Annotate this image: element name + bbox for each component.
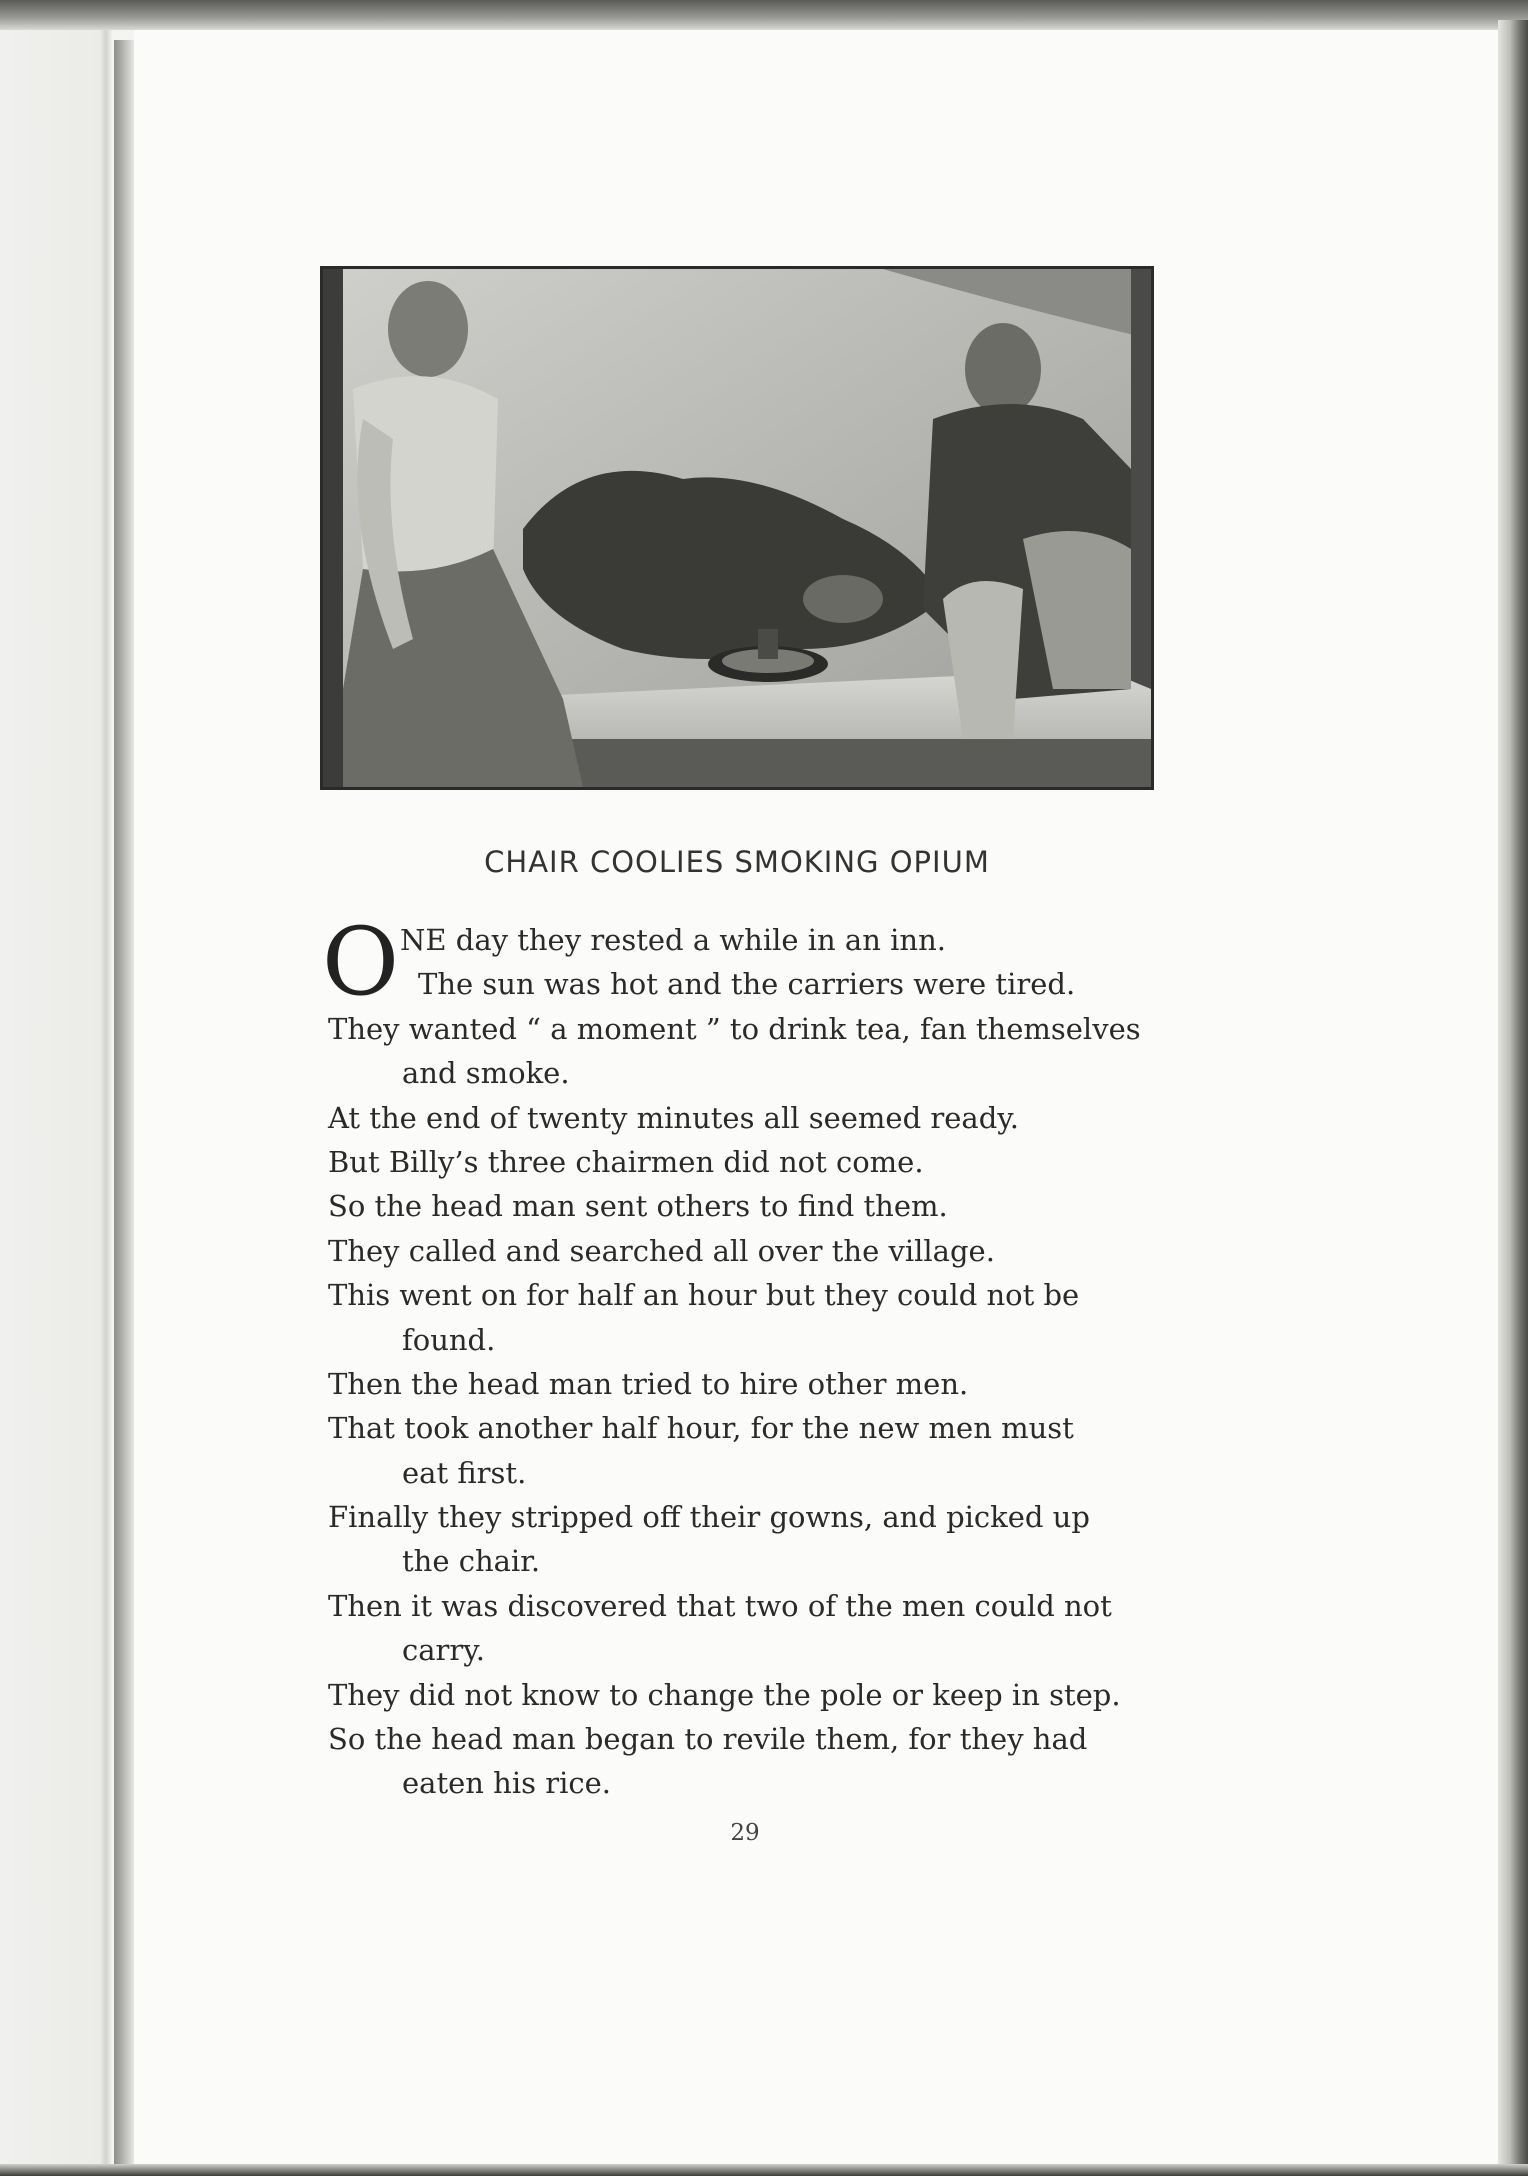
text-line: They did not know to change the pole or keep in step. bbox=[328, 1677, 1121, 1712]
text-line: They called and searched all over the village. bbox=[328, 1233, 995, 1268]
text-line: But Billy’s three chairmen did not come. bbox=[328, 1144, 924, 1179]
text-line: Then it was discovered that two of the men could not bbox=[328, 1588, 1112, 1623]
right-man-head bbox=[965, 323, 1041, 415]
text-line: Finally they stripped off their gowns, and picked up bbox=[328, 1500, 1090, 1535]
text-line: and smoke. bbox=[402, 1056, 570, 1091]
opium-lamp bbox=[758, 629, 778, 659]
text-line: carry. bbox=[402, 1633, 486, 1668]
text-line: At the end of twenty minutes all seemed ready. bbox=[328, 1100, 1020, 1135]
text-line: So the head man sent others to find them. bbox=[328, 1189, 948, 1224]
opium-photograph bbox=[320, 266, 1154, 790]
scan-top-edge bbox=[0, 0, 1528, 30]
book-gutter bbox=[114, 40, 134, 2176]
text-line: the chair. bbox=[402, 1544, 541, 1579]
text-line: eat first. bbox=[402, 1455, 527, 1490]
text-line: The sun was hot and the carriers were tired. bbox=[418, 967, 1076, 1002]
text-line: NE day they rested a while in an inn. bbox=[400, 923, 946, 957]
book-right-edge bbox=[1498, 20, 1528, 2176]
text-line: That took another half hour, for the new men must bbox=[328, 1411, 1074, 1446]
text-line: So the head man began to revile them, for they had bbox=[328, 1722, 1088, 1757]
drop-cap: O bbox=[322, 908, 400, 1017]
text-line: found. bbox=[402, 1322, 496, 1357]
text-line: Then the head man tried to hire other men. bbox=[328, 1366, 969, 1401]
page-number: 29 bbox=[730, 1820, 760, 1846]
poem-body bbox=[328, 918, 1174, 1806]
left-man-head bbox=[388, 281, 468, 377]
scan-bottom-edge bbox=[0, 2164, 1528, 2176]
text-line: This went on for half an hour but they could not be bbox=[328, 1278, 1080, 1313]
facing-page-edge bbox=[0, 30, 112, 2176]
text-line: They wanted “ a moment ” to drink tea, fan themselves bbox=[328, 1011, 1141, 1046]
figure-caption: CHAIR COOLIES SMOKING OPIUM bbox=[484, 845, 990, 879]
text-line: eaten his rice. bbox=[402, 1766, 611, 1801]
